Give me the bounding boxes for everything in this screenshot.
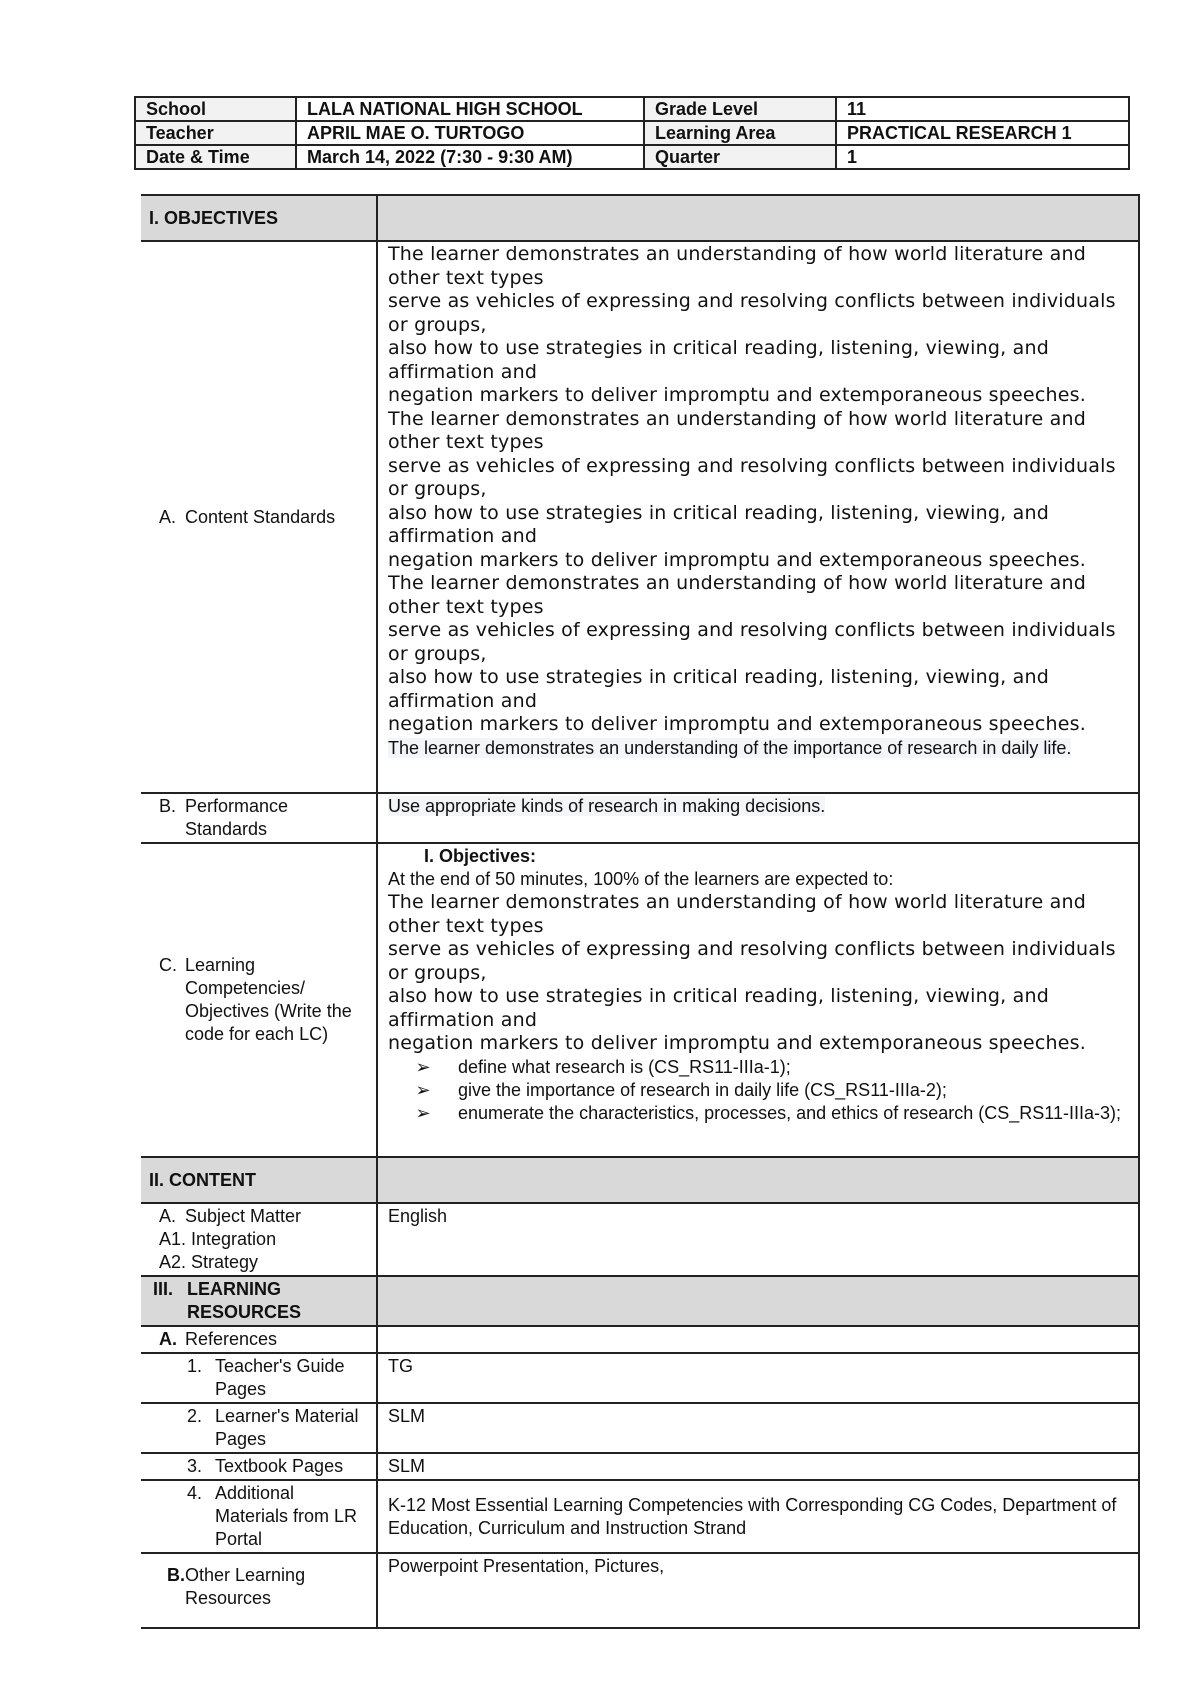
header-row	[135, 145, 1129, 169]
list-item: ➢ define what research is (CS_RS11-IIIa-1);	[388, 1056, 1128, 1079]
content-standards-block-1: The learner demonstrates an understanding of how world literature and other text types serve as vehicles of expressing and resolving conflicts between individuals or groups, also how to use strategies in critical reading, listening, viewing, and affirmation and negation markers to deliver impromptu and extemporaneous speeches.	[388, 243, 1116, 406]
date-time-value: March 14, 2022 (7:30 - 9:30 AM)	[296, 145, 644, 169]
header-row	[135, 97, 1129, 121]
other-resources-row	[141, 1553, 1139, 1628]
other-resources-label-cell	[141, 1553, 377, 1628]
learners-material-label: 2. Learner's Material Pages	[187, 1406, 359, 1449]
content-standards-final: The learner demonstrates an understanding of the importance of research in daily life.	[388, 737, 1072, 758]
content-standards-block-3: The learner demonstrates an understanding of how world literature and other text types serve as vehicles of expressing and resolving conflicts between individuals or groups, also how to use strategies in critical reading, listening, viewing, and affirmation and negation markers to deliver impromptu and extemporaneous speeches.	[388, 572, 1116, 735]
competencies-list	[388, 1056, 1128, 1125]
list-item: ➢ enumerate the characteristics, processes, and ethics of research (CS_RS11-IIIa-3);	[388, 1102, 1128, 1125]
teachers-guide-row	[141, 1353, 1139, 1403]
objectives-heading-fill	[377, 195, 1139, 241]
competencies-title: I. Objectives:	[424, 846, 537, 866]
content-standards-block-2: The learner demonstrates an understanding of how world literature and other text types serve as vehicles of expressing and resolving conflicts between individuals or groups, also how to use strategies in critical reading, listening, viewing, and affirmation and negation markers to deliver impromptu and extemporaneous speeches.	[388, 407, 1116, 571]
performance-standards-label-cell	[141, 793, 377, 843]
references-value	[377, 1326, 1139, 1353]
other-resources-value: Powerpoint Presentation, Pictures,	[377, 1553, 1139, 1628]
integration-label: A1. Integration	[159, 1229, 277, 1249]
additional-materials-label-cell	[141, 1480, 377, 1553]
additional-materials-value: K-12 Most Essential Learning Competencies with Corresponding CG Codes, Department of Education, Curriculum and Instruction Strand	[377, 1480, 1139, 1553]
objectives-heading: I. OBJECTIVES	[141, 195, 377, 241]
resources-heading-fill	[377, 1276, 1139, 1326]
learning-area-value: PRACTICAL RESEARCH 1	[836, 121, 1129, 145]
content-standards-label: A. Content Standards	[159, 506, 336, 527]
performance-standards-label: B. Performance Standards	[159, 796, 289, 839]
teacher-value: APRIL MAE O. TURTOGO	[296, 121, 644, 145]
resources-heading: III. LEARNING RESOURCES	[141, 1276, 377, 1326]
content-standards-row	[141, 241, 1139, 793]
textbook-pages-label: 3. Textbook Pages	[187, 1456, 344, 1476]
content-heading-row	[141, 1157, 1139, 1203]
arrow-bullet-icon: ➢	[415, 1056, 431, 1077]
competencies-intro: At the end of 50 minutes, 100% of the learners are expected to:	[388, 869, 894, 889]
teachers-guide-value: TG	[377, 1353, 1139, 1403]
school-label: School	[135, 97, 296, 121]
subject-matter-row	[141, 1203, 1139, 1276]
textbook-pages-value: SLM	[377, 1453, 1139, 1480]
subject-matter-label-cell	[141, 1203, 377, 1276]
list-item: ➢ give the importance of research in daily life (CS_RS11-IIIa-2);	[388, 1079, 1128, 1102]
competencies-block: The learner demonstrates an understanding of how world literature and other text types serve as vehicles of expressing and resolving conflicts between individuals or groups, also how to use strategies in critical reading, listening, viewing, and affirmation and negation markers to deliver impromptu and extemporaneous speeches.	[388, 891, 1116, 1054]
references-row	[141, 1326, 1139, 1353]
quarter-value: 1	[836, 145, 1129, 169]
textbook-pages-label-cell	[141, 1453, 377, 1480]
subject-matter-label: A. Subject Matter	[159, 1206, 302, 1226]
teachers-guide-label-cell	[141, 1353, 377, 1403]
performance-standards-row	[141, 793, 1139, 843]
school-value: LALA NATIONAL HIGH SCHOOL	[296, 97, 644, 121]
competencies-row	[141, 843, 1139, 1157]
date-time-label: Date & Time	[135, 145, 296, 169]
learners-material-row	[141, 1403, 1139, 1453]
other-resources-label: B. Other Learning Resources	[167, 1565, 306, 1608]
learners-material-label-cell	[141, 1403, 377, 1453]
learners-material-value: SLM	[377, 1403, 1139, 1453]
content-standards-value	[377, 241, 1139, 793]
grade-level-label: Grade Level	[644, 97, 836, 121]
content-standards-label-cell	[141, 241, 377, 793]
quarter-label: Quarter	[644, 145, 836, 169]
additional-materials-row	[141, 1480, 1139, 1553]
objectives-heading-row	[141, 195, 1139, 241]
resources-heading-row	[141, 1276, 1139, 1326]
textbook-pages-row	[141, 1453, 1139, 1480]
teachers-guide-label: 1. Teacher's Guide Pages	[187, 1356, 345, 1399]
header-row	[135, 121, 1129, 145]
competencies-value	[377, 843, 1139, 1157]
additional-materials-label: 4. Additional Materials from LR Portal	[187, 1483, 358, 1549]
references-label: A. References	[159, 1329, 278, 1349]
performance-standards-value: Use appropriate kinds of research in making decisions.	[377, 793, 1139, 843]
content-heading-fill	[377, 1157, 1139, 1203]
competencies-label-cell	[141, 843, 377, 1157]
references-label-cell	[141, 1326, 377, 1353]
teacher-label: Teacher	[135, 121, 296, 145]
subject-matter-value: English	[377, 1203, 1139, 1276]
lesson-plan-table	[141, 194, 1140, 1629]
arrow-bullet-icon: ➢	[415, 1102, 431, 1123]
learning-area-label: Learning Area	[644, 121, 836, 145]
arrow-bullet-icon: ➢	[415, 1079, 431, 1100]
content-heading: II. CONTENT	[141, 1157, 377, 1203]
header-info-table	[134, 96, 1130, 170]
grade-level-value: 11	[836, 97, 1129, 121]
strategy-label: A2. Strategy	[159, 1252, 259, 1272]
competencies-label: C. Learning Competencies/ Objectives (Write the code for each LC)	[159, 955, 352, 1044]
